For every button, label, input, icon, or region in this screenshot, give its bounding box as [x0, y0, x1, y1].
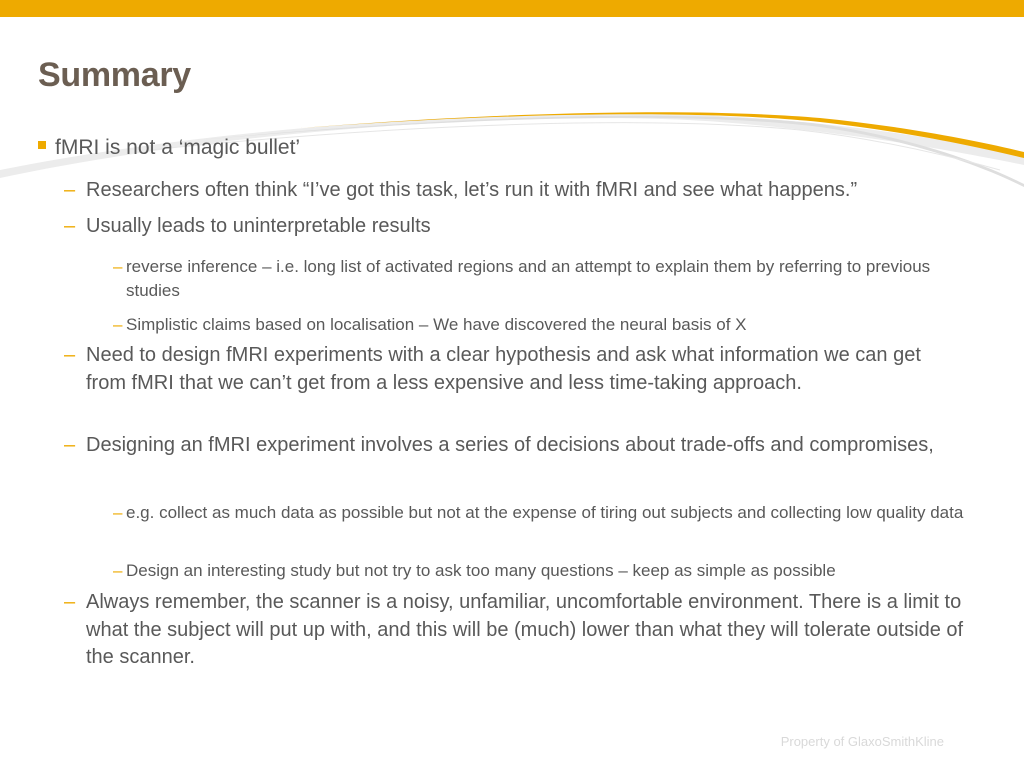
dash-bullet-icon: –	[113, 503, 123, 522]
sub-bullet	[64, 213, 966, 241]
main-bullet-text: fMRI is not a ‘magic bullet’	[55, 136, 301, 159]
dash-bullet-icon: –	[64, 591, 76, 613]
dash-bullet-icon: –	[64, 179, 76, 201]
square-bullet-icon	[38, 141, 46, 149]
sub-sub-bullet	[113, 313, 966, 337]
sub-bullet-text: Researchers often think “I’ve got this task, let’s run it with fMRI and see what happens.”	[86, 179, 858, 201]
sub-sub-bullet-text: reverse inference – i.e. long list of activated regions and an attempt to explain them by referring to previous studies	[126, 257, 931, 300]
sub-bullet	[64, 432, 966, 460]
sub-sub-bullet	[113, 255, 966, 303]
dash-bullet-icon: –	[113, 315, 123, 334]
dash-bullet-icon: –	[113, 257, 123, 276]
sub-bullet-text: Designing an fMRI experiment involves a series of decisions about trade-offs and compromises,	[86, 434, 934, 456]
sub-sub-bullet-text: e.g. collect as much data as possible but not at the expense of tiring out subjects and collecting low quality data	[126, 503, 964, 522]
sub-bullet-text: Always remember, the scanner is a noisy, unfamiliar, uncomfortable environment. There is a limit to what the subject will put up with, and this will be (much) lower than what they will tolerate outside of the scanner.	[86, 591, 964, 668]
sub-bullet	[64, 589, 966, 672]
slide-title: Summary	[38, 56, 191, 94]
dash-bullet-icon: –	[64, 344, 76, 366]
main-bullet	[38, 136, 300, 160]
sub-sub-bullet-text: Simplistic claims based on localisation – We have discovered the neural basis of X	[126, 315, 747, 334]
sub-sub-bullet	[113, 559, 966, 583]
sub-sub-bullet	[113, 501, 966, 525]
dash-bullet-icon: –	[113, 561, 123, 580]
sub-bullet	[64, 177, 966, 205]
sub-bullet	[64, 342, 966, 397]
sub-sub-bullet-text: Design an interesting study but not try to ask too many questions – keep as simple as possible	[126, 561, 836, 580]
footer-copyright: Property of GlaxoSmithKline	[780, 734, 944, 749]
sub-bullet-text: Need to design fMRI experiments with a clear hypothesis and ask what information we can get from fMRI that we can’t get from a less expensive and less time-taking approach.	[86, 344, 921, 394]
dash-bullet-icon: –	[64, 215, 76, 237]
sub-bullet-text: Usually leads to uninterpretable results	[86, 215, 431, 237]
dash-bullet-icon: –	[64, 434, 76, 456]
